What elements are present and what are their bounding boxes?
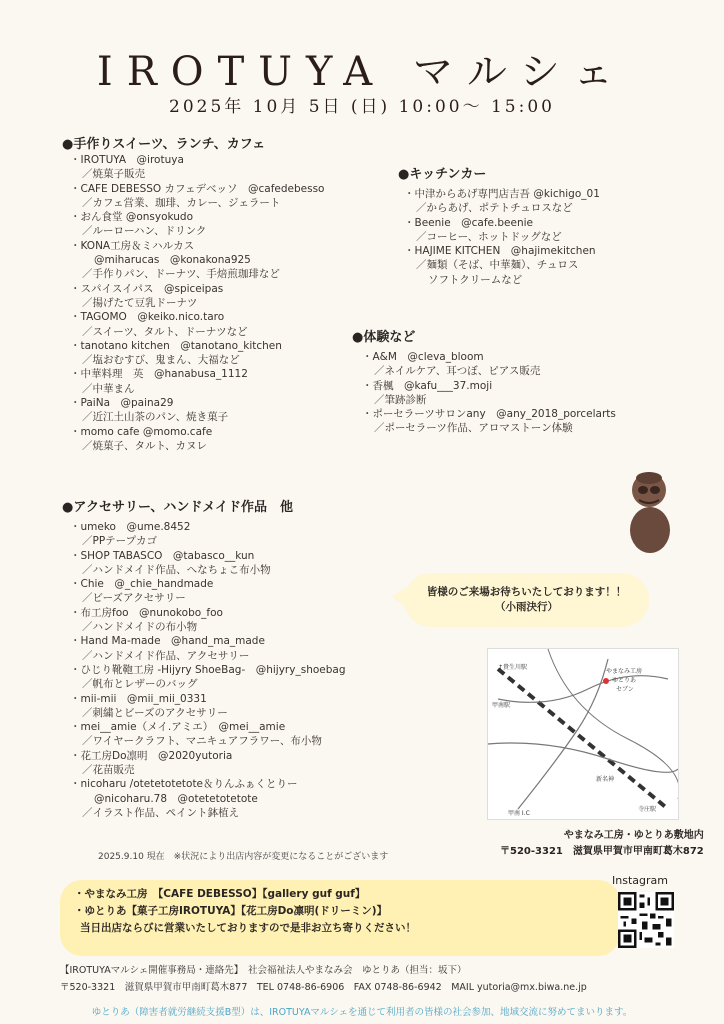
map-label-venue1: やまなみ工房 [606, 668, 643, 675]
banner-line-2: ・ゆとりあ【菓子工房IROTUYA】【花工房Do凛明(ドリーミン)】 [74, 905, 388, 917]
map-label-seven: セブン [616, 686, 634, 693]
map-label-highway: 新名神 [596, 776, 615, 783]
instagram-qr-code[interactable] [618, 892, 674, 948]
vendor-description: ／スイーツ、タルト、ドーナツなど [82, 325, 248, 338]
vendor-description: ／帆布とレザーのバッグ [82, 678, 198, 691]
section-kitchen-heading: ●キッチンカー [398, 167, 487, 182]
section-experience-heading: ●体験など [352, 330, 416, 345]
vendor-name: ・ おん食堂 @onsyokudo [70, 210, 324, 224]
vendor-continuation: @nicoharu.78 @otetetotetote [94, 792, 258, 805]
vendor-name: ・ Chie @_chie_handmade [70, 577, 346, 591]
map-caption-address: 〒520-3321 滋賀県甲賀市甲南町葛木872 [500, 846, 704, 857]
mission-statement: ゆとりあ（障害者就労継続支援B型）は、IROTUYAマルシェを通じて利用者の皆様の社会参加、地域交流に努めてまいります。 [91, 1007, 633, 1018]
footer-office: 【IROTUYAマルシェ開催事務局・連絡先】 社会福祉法人やまなみ会 ゆとりあ（担当：坂下） [60, 965, 467, 976]
kitchen-list [404, 187, 600, 287]
vendor-description: ／中華まん [82, 382, 135, 395]
sweets-list [70, 153, 324, 453]
vendor-description: ／ルーローハン、ドリンク [82, 225, 207, 238]
vendor-description: ／コーヒー、ホットドッグなど [416, 230, 562, 243]
section-accessory-heading: ●アクセサリー、ハンドメイド作品 他 [62, 500, 294, 515]
map-label-venue2: ゆとりあ [612, 677, 637, 684]
vendor-description: ／筆跡診断 [374, 393, 427, 406]
vendor-name: ・ 布工房foo @nunokobo_foo [70, 606, 346, 620]
vendor-name: ・ ポーセラーツサロンany @any_2018_porcelarts [362, 407, 616, 421]
vendor-description: ／ビーズアクセサリー [82, 592, 186, 605]
vendor-name: ・ TAGOMO @keiko.nico.taro [70, 310, 324, 324]
vendor-name: ・ KONA工房＆ミハルカス [70, 239, 324, 253]
vendor-name: ・ SHOP TABASCO @tabasco__kun [70, 549, 346, 563]
vendor-name: ・ PaiNa @paina29 [70, 396, 324, 410]
clay-figure-illustration [625, 470, 675, 554]
accessory-list [70, 520, 346, 820]
vendor-name: ・ tanotano kitchen @tanotano_kitchen [70, 339, 324, 353]
map-label-ic: 甲南 I.C [508, 810, 530, 817]
section-sweets-heading: ●手作りスイーツ、ランチ、カフェ [62, 137, 266, 152]
vendor-description: ／近江土山茶のパン、焼き菓子 [82, 411, 229, 424]
vendor-name: ・ 花工房Do凛明 @2020yutoria [70, 749, 346, 763]
vendor-name: ・ nicoharu /otetetotetote＆りんふぁくとりー [70, 777, 346, 791]
vendor-description: ／ハンドメイド作品、へなちょこ布小物 [82, 563, 271, 576]
welcome-bubble [404, 573, 649, 627]
vendor-description: ／ハンドメイド作品、アクセサリー [82, 649, 250, 662]
vendor-name: ・ Hand Ma-made @hand_ma_made [70, 634, 346, 648]
vendor-name: ・ 香楓 @kafu___37.moji [362, 379, 616, 393]
banner-line-1: ・やまなみ工房 【CAFE DEBESSO】【gallery guf guf】 [74, 888, 366, 900]
vendor-description: ／塩おむすび、鬼まん、大福など [82, 354, 240, 367]
vendor-description: ／イラスト作品、ペイント鉢植え [82, 806, 240, 819]
vendor-name: ・ 中華料理 英 @hanabusa_1112 [70, 367, 324, 381]
vendor-name: ・ HAJIME KITCHEN @hajimekitchen [404, 244, 600, 258]
status-note: 2025.9.10 現在 ※状況により出店内容が変更になることがございます [98, 852, 389, 862]
page-title: IROTUYA マルシェ [96, 49, 628, 95]
experience-list [362, 350, 616, 436]
vendor-name: ・ momo cafe @momo.cafe [70, 425, 324, 439]
vendor-description: ／ネイルケア、耳つぼ、ピアス販売 [374, 365, 541, 378]
footer-address: 〒520-3321 滋賀県甲賀市甲南町葛木877 TEL 0748-86-6906 FAX 0748-86-6942 MAIL yutoria@mx.biwa.ne.jp [60, 982, 587, 993]
welcome-text: 皆様のご来場お待ちいたしております！！ [426, 586, 627, 598]
vendor-description: ／PPテープカゴ [82, 535, 158, 548]
vendor-description: ／手作りパン、ドーナツ、手焙煎珈琲など [82, 268, 280, 281]
vendor-continuation: @miharucas @konakona925 [94, 254, 251, 267]
footer-contact [60, 962, 587, 996]
vendor-name: ・ ひじり靴鞄工房 -Hijyry ShoeBag- @hijyry_shoebag [70, 663, 346, 677]
vendor-name: ・ 中津からあげ専門店吉吾 @kichigo_01 [404, 187, 600, 201]
vendor-description: ／麺類（そば、中華麺）、チュロス [416, 259, 579, 272]
vendor-name: ・ CAFE DEBESSO カフェデベッソ @cafedebesso [70, 182, 324, 196]
bubble-tail [392, 587, 406, 607]
open-shops-banner [60, 880, 620, 956]
vendor-description: ／ハンドメイドの布小物 [82, 621, 198, 634]
vendor-description: ／刺繍とビーズのアクセサリー [82, 706, 228, 719]
vendor-name: ・ A&M @cleva_bloom [362, 350, 616, 364]
vendor-description: ／焼菓子、タルト、カヌレ [82, 439, 208, 452]
map-caption [500, 828, 704, 860]
vendor-name: ・ mii-mii @mii_mii_0331 [70, 692, 346, 706]
banner-line-3: 当日出店ならびに営業いたしておりますので是非お立ち寄りください！ [80, 922, 416, 934]
vendor-name: ・ mei__amie（メイ.アミエ） @mei__amie [70, 720, 346, 734]
vendor-description: ／ポーセラーツ作品、アロマストーン体験 [374, 422, 573, 435]
vendor-name: ・ IROTUYA @irotuya [70, 153, 324, 167]
instagram-label: Instagram [612, 874, 668, 887]
map-label-terasho: 寺庄駅 [638, 806, 657, 813]
map-label-kibukawa: ↑貴生川駅 [498, 664, 528, 671]
vendor-description: ／揚げたて豆乳ドーナツ [82, 296, 198, 309]
rain-note: （小雨決行） [495, 601, 558, 613]
vendor-description: ／からあげ、ポテトチュロスなど [416, 202, 573, 215]
map-caption-place: やまなみ工房・ゆとりあ敷地内 [563, 830, 704, 841]
map-label-kafuka: 甲南駅 [492, 702, 511, 709]
vendor-description: ／花苗販売 [82, 764, 135, 777]
vendor-name: ・ umeko @ume.8452 [70, 520, 346, 534]
vendor-name: ・ スパイスイパス @spiceipas [70, 282, 324, 296]
event-date: 2025年 10月 5日 (日) 10:00～ 15:00 [169, 97, 555, 117]
vendor-name: ・ Beenie @cafe.beenie [404, 216, 600, 230]
vendor-continuation: ソフトクリームなど [428, 273, 523, 286]
vendor-description: ／カフェ営業、珈琲、カレー、ジェラート [82, 196, 281, 209]
vendor-description: ／ワイヤークラフト、マニキュアフラワー、布小物 [82, 735, 322, 748]
vendor-description: ／焼菓子販売 [82, 168, 145, 181]
access-map [487, 648, 679, 820]
